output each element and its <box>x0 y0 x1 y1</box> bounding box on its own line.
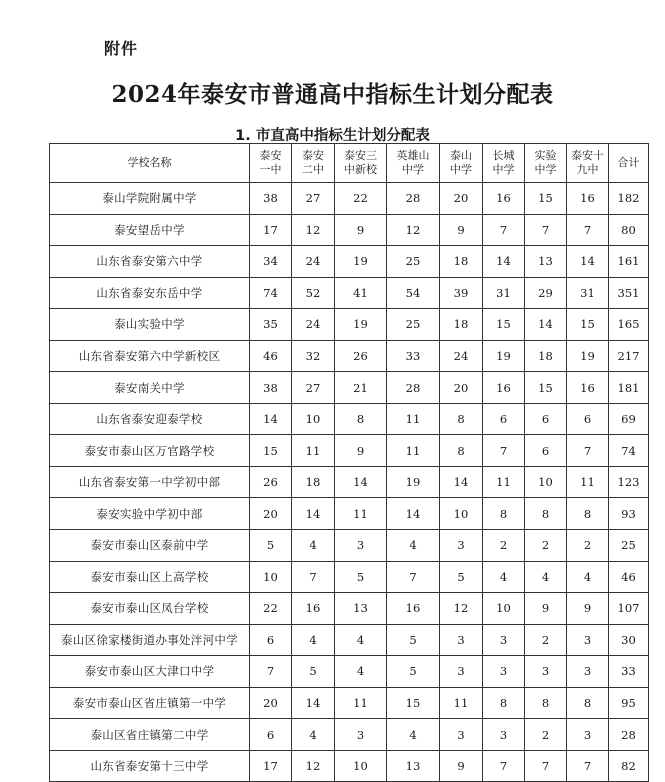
quota-cell: 20 <box>440 372 483 404</box>
total-cell: 28 <box>609 719 649 751</box>
school-name-cell: 泰安实验中学初中部 <box>50 498 250 530</box>
quota-cell: 5 <box>292 656 335 688</box>
table-body <box>50 183 649 782</box>
attachment-label: 附件 <box>104 39 139 58</box>
quota-cell: 31 <box>567 277 609 309</box>
quota-cell: 17 <box>250 214 292 246</box>
school-name-cell: 山东省泰安东岳中学 <box>50 277 250 309</box>
total-cell: 82 <box>609 750 649 782</box>
allocation-table <box>49 143 649 782</box>
quota-cell: 11 <box>483 466 525 498</box>
quota-cell: 12 <box>387 214 440 246</box>
table-row <box>50 719 649 751</box>
quota-cell: 6 <box>525 403 567 435</box>
quota-cell: 11 <box>440 687 483 719</box>
table-row <box>50 561 649 593</box>
quota-cell: 14 <box>292 498 335 530</box>
total-cell: 33 <box>609 656 649 688</box>
quota-cell: 6 <box>525 435 567 467</box>
quota-cell: 6 <box>250 624 292 656</box>
quota-cell: 6 <box>483 403 525 435</box>
table-header-row <box>50 144 649 183</box>
quota-cell: 10 <box>440 498 483 530</box>
quota-cell: 10 <box>483 593 525 625</box>
quota-cell: 7 <box>567 435 609 467</box>
column-header <box>609 144 649 183</box>
quota-cell: 38 <box>250 183 292 215</box>
table-row <box>50 498 649 530</box>
table-row <box>50 340 649 372</box>
quota-cell: 3 <box>440 530 483 562</box>
quota-cell: 9 <box>440 750 483 782</box>
quota-cell: 2 <box>567 530 609 562</box>
quota-cell: 27 <box>292 183 335 215</box>
column-header-line: 学校名称 <box>127 156 172 169</box>
quota-cell: 16 <box>567 183 609 215</box>
quota-cell: 4 <box>292 530 335 562</box>
quota-cell: 15 <box>387 687 440 719</box>
quota-cell: 16 <box>483 183 525 215</box>
quota-cell: 3 <box>567 624 609 656</box>
column-header-line: 中学 <box>402 163 424 176</box>
quota-cell: 3 <box>335 530 387 562</box>
quota-cell: 12 <box>292 214 335 246</box>
quota-cell: 15 <box>525 372 567 404</box>
total-cell: 161 <box>609 246 649 278</box>
quota-cell: 6 <box>567 403 609 435</box>
quota-cell: 4 <box>387 719 440 751</box>
quota-cell: 3 <box>525 656 567 688</box>
quota-cell: 8 <box>525 687 567 719</box>
column-header-line: 二中 <box>302 163 324 176</box>
column-header <box>440 144 483 183</box>
quota-cell: 7 <box>525 214 567 246</box>
quota-cell: 3 <box>567 719 609 751</box>
quota-cell: 16 <box>387 593 440 625</box>
quota-cell: 18 <box>440 309 483 341</box>
quota-cell: 16 <box>567 372 609 404</box>
quota-cell: 19 <box>335 246 387 278</box>
quota-cell: 8 <box>335 403 387 435</box>
quota-cell: 12 <box>440 593 483 625</box>
column-header-line: 长城 <box>492 149 515 162</box>
quota-cell: 34 <box>250 246 292 278</box>
table-row <box>50 687 649 719</box>
table-row <box>50 593 649 625</box>
column-header <box>250 144 292 183</box>
quota-cell: 4 <box>567 561 609 593</box>
quota-cell: 32 <box>292 340 335 372</box>
quota-cell: 7 <box>483 214 525 246</box>
quota-cell: 5 <box>335 561 387 593</box>
quota-cell: 10 <box>335 750 387 782</box>
quota-cell: 28 <box>387 372 440 404</box>
column-header <box>483 144 525 183</box>
quota-cell: 13 <box>335 593 387 625</box>
quota-cell: 22 <box>335 183 387 215</box>
quota-cell: 9 <box>567 593 609 625</box>
total-cell: 25 <box>609 530 649 562</box>
quota-cell: 4 <box>292 719 335 751</box>
school-name-cell: 泰山区徐家楼街道办事处泮河中学 <box>50 624 250 656</box>
quota-cell: 5 <box>387 624 440 656</box>
quota-cell: 15 <box>567 309 609 341</box>
quota-cell: 9 <box>440 214 483 246</box>
quota-cell: 8 <box>440 435 483 467</box>
quota-cell: 3 <box>483 624 525 656</box>
quota-cell: 18 <box>292 466 335 498</box>
school-name-cell: 泰安望岳中学 <box>50 214 250 246</box>
quota-cell: 4 <box>483 561 525 593</box>
table-row <box>50 466 649 498</box>
quota-cell: 8 <box>567 498 609 530</box>
total-cell: 181 <box>609 372 649 404</box>
quota-cell: 12 <box>292 750 335 782</box>
school-name-cell: 山东省泰安迎泰学校 <box>50 403 250 435</box>
quota-cell: 4 <box>387 530 440 562</box>
quota-cell: 18 <box>525 340 567 372</box>
school-name-cell: 山东省泰安第六中学 <box>50 246 250 278</box>
quota-cell: 41 <box>335 277 387 309</box>
column-header-line: 一中 <box>259 163 282 176</box>
quota-cell: 7 <box>387 561 440 593</box>
quota-cell: 26 <box>250 466 292 498</box>
table-row <box>50 309 649 341</box>
total-cell: 93 <box>609 498 649 530</box>
column-header <box>525 144 567 183</box>
quota-cell: 5 <box>440 561 483 593</box>
quota-cell: 20 <box>250 687 292 719</box>
quota-cell: 11 <box>567 466 609 498</box>
column-header <box>335 144 387 183</box>
school-name-cell: 泰安市泰山区泰前中学 <box>50 530 250 562</box>
quota-cell: 11 <box>335 687 387 719</box>
quota-cell: 7 <box>250 656 292 688</box>
quota-cell: 3 <box>440 656 483 688</box>
quota-cell: 5 <box>387 656 440 688</box>
quota-cell: 14 <box>335 466 387 498</box>
column-header-line: 泰安十 <box>571 149 604 162</box>
total-cell: 69 <box>609 403 649 435</box>
quota-cell: 14 <box>567 246 609 278</box>
total-cell: 217 <box>609 340 649 372</box>
column-header-line: 英雄山 <box>396 149 430 162</box>
quota-cell: 19 <box>335 309 387 341</box>
quota-cell: 5 <box>250 530 292 562</box>
column-header <box>292 144 335 183</box>
quota-cell: 2 <box>525 530 567 562</box>
quota-cell: 11 <box>335 498 387 530</box>
quota-cell: 3 <box>567 656 609 688</box>
quota-cell: 54 <box>387 277 440 309</box>
column-header-line: 泰安 <box>259 149 282 162</box>
quota-cell: 9 <box>525 593 567 625</box>
total-cell: 165 <box>609 309 649 341</box>
quota-cell: 15 <box>483 309 525 341</box>
quota-cell: 6 <box>250 719 292 751</box>
column-header-line: 合计 <box>617 156 640 169</box>
column-header-line: 泰山 <box>450 149 472 162</box>
quota-cell: 26 <box>335 340 387 372</box>
column-header <box>387 144 440 183</box>
quota-cell: 27 <box>292 372 335 404</box>
column-header-line: 中学 <box>492 163 515 176</box>
column-header-line: 中新校 <box>344 163 377 176</box>
total-cell: 95 <box>609 687 649 719</box>
quota-cell: 7 <box>292 561 335 593</box>
quota-cell: 33 <box>387 340 440 372</box>
table-row <box>50 403 649 435</box>
quota-cell: 31 <box>483 277 525 309</box>
quota-cell: 52 <box>292 277 335 309</box>
quota-cell: 25 <box>387 246 440 278</box>
quota-cell: 11 <box>387 435 440 467</box>
quota-cell: 20 <box>440 183 483 215</box>
total-cell: 30 <box>609 624 649 656</box>
quota-cell: 38 <box>250 372 292 404</box>
quota-cell: 39 <box>440 277 483 309</box>
quota-cell: 2 <box>525 624 567 656</box>
quota-cell: 19 <box>387 466 440 498</box>
table-row <box>50 530 649 562</box>
school-name-cell: 泰安市泰山区上高学校 <box>50 561 250 593</box>
quota-cell: 19 <box>567 340 609 372</box>
quota-cell: 24 <box>440 340 483 372</box>
quota-cell: 14 <box>440 466 483 498</box>
quota-cell: 46 <box>250 340 292 372</box>
column-header-line: 泰安 <box>302 149 324 162</box>
table-row <box>50 214 649 246</box>
quota-cell: 74 <box>250 277 292 309</box>
school-name-cell: 泰安市泰山区省庄镇第一中学 <box>50 687 250 719</box>
table-row <box>50 183 649 215</box>
school-name-cell: 泰安南关中学 <box>50 372 250 404</box>
page-title: 2024年泰安市普通高中指标生计划分配表 <box>111 81 554 108</box>
quota-cell: 24 <box>292 246 335 278</box>
table-row <box>50 624 649 656</box>
quota-cell: 7 <box>483 435 525 467</box>
quota-cell: 3 <box>483 656 525 688</box>
quota-cell: 9 <box>335 435 387 467</box>
quota-cell: 8 <box>483 498 525 530</box>
total-cell: 351 <box>609 277 649 309</box>
total-cell: 182 <box>609 183 649 215</box>
quota-cell: 3 <box>440 624 483 656</box>
total-cell: 107 <box>609 593 649 625</box>
table-subtitle: 1. 市直高中指标生计划分配表 <box>235 128 430 144</box>
total-cell: 46 <box>609 561 649 593</box>
quota-cell: 10 <box>250 561 292 593</box>
quota-cell: 25 <box>387 309 440 341</box>
quota-cell: 18 <box>440 246 483 278</box>
quota-cell: 29 <box>525 277 567 309</box>
table-row <box>50 277 649 309</box>
quota-cell: 13 <box>525 246 567 278</box>
quota-cell: 4 <box>292 624 335 656</box>
quota-cell: 21 <box>335 372 387 404</box>
quota-cell: 8 <box>483 687 525 719</box>
quota-cell: 14 <box>250 403 292 435</box>
quota-cell: 22 <box>250 593 292 625</box>
column-header-line: 中学 <box>450 163 472 176</box>
quota-cell: 4 <box>525 561 567 593</box>
column-header <box>567 144 609 183</box>
quota-cell: 14 <box>483 246 525 278</box>
quota-cell: 7 <box>525 750 567 782</box>
quota-cell: 3 <box>335 719 387 751</box>
quota-cell: 8 <box>567 687 609 719</box>
quota-cell: 15 <box>250 435 292 467</box>
column-header-line: 泰安三 <box>344 149 377 162</box>
quota-cell: 10 <box>292 403 335 435</box>
school-name-cell: 泰山区省庄镇第二中学 <box>50 719 250 751</box>
quota-cell: 7 <box>567 750 609 782</box>
total-cell: 123 <box>609 466 649 498</box>
table-row <box>50 750 649 782</box>
school-name-cell: 山东省泰安第六中学新校区 <box>50 340 250 372</box>
column-header <box>50 144 250 183</box>
table-row <box>50 656 649 688</box>
quota-cell: 16 <box>292 593 335 625</box>
quota-cell: 9 <box>335 214 387 246</box>
quota-cell: 2 <box>483 530 525 562</box>
quota-cell: 16 <box>483 372 525 404</box>
quota-cell: 11 <box>387 403 440 435</box>
column-header-line: 实验 <box>534 149 557 162</box>
column-header-line: 九中 <box>576 163 599 176</box>
quota-cell: 10 <box>525 466 567 498</box>
school-name-cell: 泰安市泰山区万官路学校 <box>50 435 250 467</box>
quota-cell: 3 <box>440 719 483 751</box>
quota-cell: 24 <box>292 309 335 341</box>
table-row <box>50 246 649 278</box>
quota-cell: 4 <box>335 656 387 688</box>
school-name-cell: 泰安市泰山区大津口中学 <box>50 656 250 688</box>
quota-cell: 19 <box>483 340 525 372</box>
quota-cell: 35 <box>250 309 292 341</box>
quota-cell: 11 <box>292 435 335 467</box>
quota-cell: 4 <box>335 624 387 656</box>
quota-cell: 15 <box>525 183 567 215</box>
quota-cell: 14 <box>387 498 440 530</box>
quota-cell: 20 <box>250 498 292 530</box>
quota-cell: 2 <box>525 719 567 751</box>
quota-cell: 7 <box>483 750 525 782</box>
column-header-line: 中学 <box>534 163 557 176</box>
quota-cell: 3 <box>483 719 525 751</box>
quota-cell: 14 <box>525 309 567 341</box>
school-name-cell: 泰山实验中学 <box>50 309 250 341</box>
school-name-cell: 泰安市泰山区凤台学校 <box>50 593 250 625</box>
quota-cell: 8 <box>440 403 483 435</box>
school-name-cell: 山东省泰安第十三中学 <box>50 750 250 782</box>
school-name-cell: 山东省泰安第一中学初中部 <box>50 466 250 498</box>
table-row <box>50 435 649 467</box>
table-row <box>50 372 649 404</box>
school-name-cell: 泰山学院附属中学 <box>50 183 250 215</box>
quota-cell: 7 <box>567 214 609 246</box>
quota-cell: 8 <box>525 498 567 530</box>
quota-cell: 13 <box>387 750 440 782</box>
total-cell: 74 <box>609 435 649 467</box>
quota-cell: 28 <box>387 183 440 215</box>
quota-cell: 14 <box>292 687 335 719</box>
quota-cell: 17 <box>250 750 292 782</box>
total-cell: 80 <box>609 214 649 246</box>
